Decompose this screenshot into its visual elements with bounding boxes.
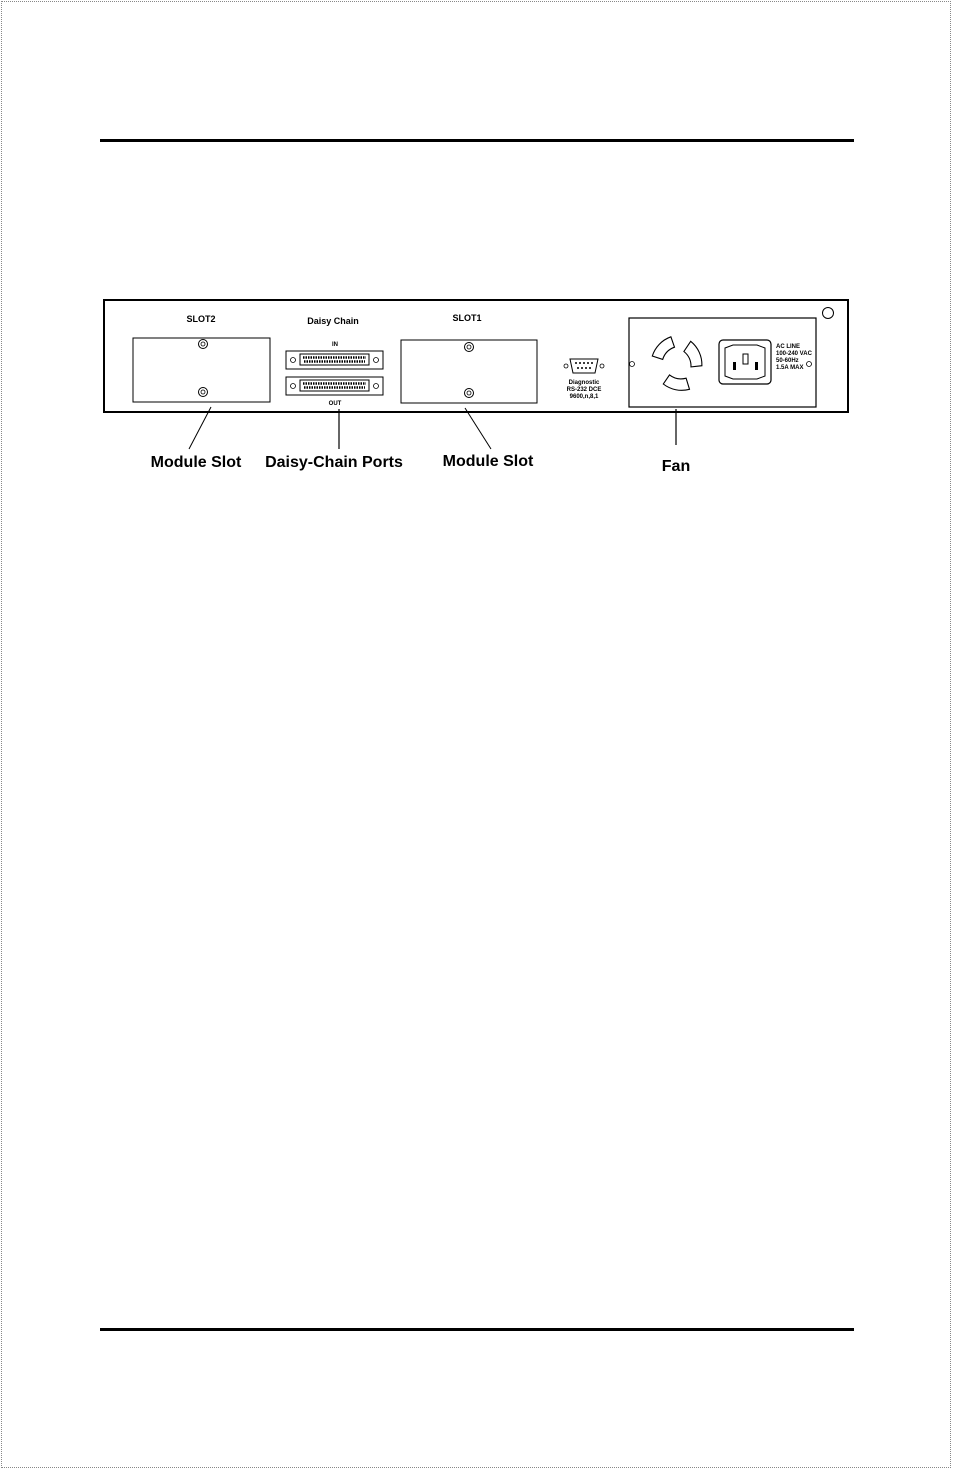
thumbscrew-icon bbox=[199, 340, 208, 349]
daisy-chain-in-port bbox=[286, 351, 383, 369]
ground-screw-icon bbox=[823, 308, 834, 319]
ac-frequency-label: 50-60Hz bbox=[776, 358, 799, 364]
diagnostic-settings-label: 9600,n,8,1 bbox=[569, 394, 599, 400]
module-slot-1 bbox=[401, 340, 537, 403]
thumbscrew-icon bbox=[465, 343, 474, 352]
fan-icon bbox=[652, 337, 702, 391]
thumbscrew-icon bbox=[465, 389, 474, 398]
ac-line-label: AC LINE bbox=[776, 344, 800, 350]
psu-screw-icon bbox=[630, 362, 635, 367]
ac-power-inlet bbox=[719, 340, 771, 384]
daisy-chain-out-port bbox=[286, 377, 383, 395]
thumbscrew-icon bbox=[199, 388, 208, 397]
callout-module-slot-right: Module Slot bbox=[442, 453, 534, 470]
slot2-label: SLOT2 bbox=[186, 314, 216, 324]
callout-leader-module-slot-right bbox=[465, 408, 491, 449]
diagnostic-serial-port bbox=[564, 359, 604, 373]
daisy-chain-in-label: IN bbox=[332, 342, 338, 348]
psu-screw-icon bbox=[807, 362, 812, 367]
callout-module-slot-left: Module Slot bbox=[150, 454, 242, 471]
daisy-chain-out-label: OUT bbox=[328, 401, 342, 407]
daisy-chain-label: Daisy Chain bbox=[307, 316, 359, 326]
callout-leader-module-slot-left bbox=[189, 407, 211, 449]
diagnostic-label: Diagnostic bbox=[568, 380, 600, 386]
ac-current-label: 1.5A MAX bbox=[776, 365, 804, 371]
callout-fan: Fan bbox=[661, 458, 691, 475]
diagnostic-interface-label: RS-232 DCE bbox=[566, 387, 602, 393]
ac-voltage-label: 100-240 VAC bbox=[776, 351, 812, 357]
slot1-label: SLOT1 bbox=[452, 313, 482, 323]
module-slot-2 bbox=[133, 338, 270, 402]
callout-daisy-chain-ports: Daisy-Chain Ports bbox=[265, 454, 403, 471]
